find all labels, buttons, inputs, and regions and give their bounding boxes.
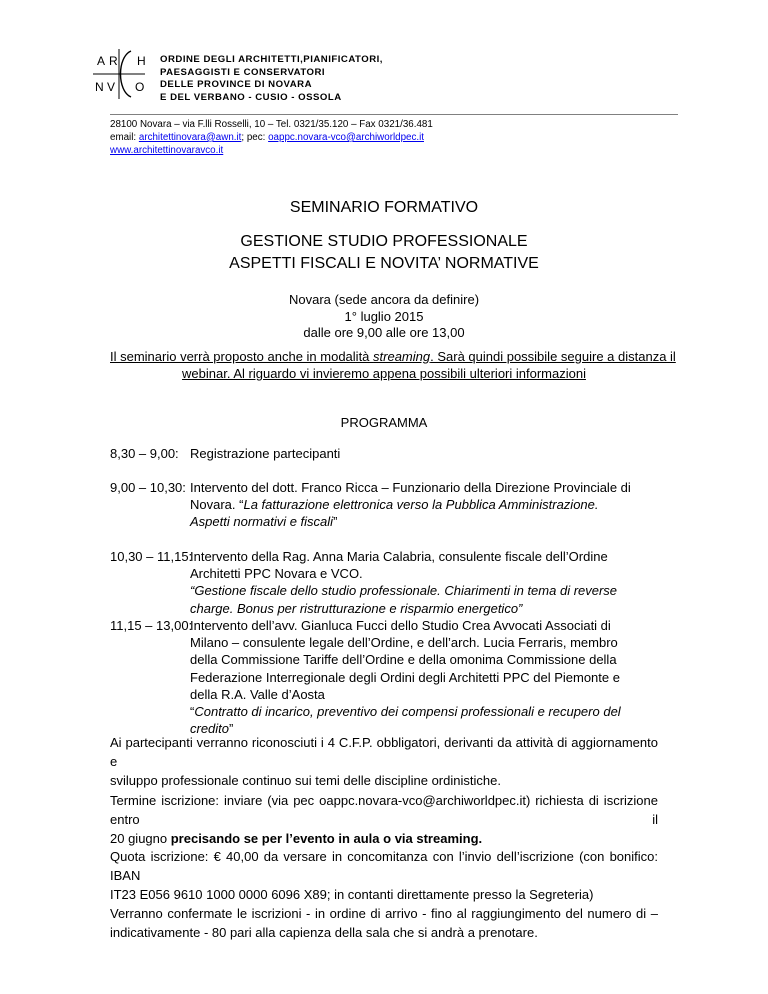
email-link[interactable]: architettinovara@awn.it: [138, 131, 242, 143]
schedule-line: della R.A. Valle d’Aosta: [190, 686, 325, 702]
address-line: 28100 Novara – via F.lli Rosselli, 10 – Tel. 0321/35.120 – Fax 0321/36.481: [110, 119, 433, 130]
paragraph-line: 20 giugno: [110, 831, 171, 846]
schedule-line: Milano – consulente legale dell’Ordine, e dell’arch. Lucia Ferraris, membro: [190, 635, 618, 651]
logo-letter: N: [95, 80, 104, 94]
notice-text: Il seminario verrà proposto anche in modalità: [110, 349, 374, 364]
seminar-subtitle: [110, 231, 658, 275]
fee-paragraph: [110, 847, 658, 904]
talk-title: charge. Bonus per ristrutturazione e risparmio energetico”: [190, 600, 523, 616]
schedule-line: Intervento del dott. Franco Ricca – Funzionario della Direzione Provinciale di: [190, 480, 631, 495]
schedule-time: 11,15 – 13,00:: [110, 618, 193, 633]
event-info: [110, 292, 658, 342]
page-title: SEMINARIO FORMATIVO: [289, 199, 479, 216]
order-logo: [87, 47, 151, 101]
talk-title: Contratto di incarico, preventivo dei compensi professionali e recupero del: [194, 704, 621, 720]
credits-paragraph: [110, 733, 658, 790]
paragraph-line: Ai partecipanti verranno riconosciuti i 4 C.F.P. obbligatori, derivanti da attività di aggiornamento e: [110, 735, 658, 769]
schedule-description: [190, 548, 730, 617]
email-label: email:: [110, 131, 137, 143]
paragraph-line: indicativamente - 80 pari alla capienza della sala che si andrà a prenotare.: [110, 925, 538, 940]
schedule-description: [190, 617, 730, 737]
paragraph-line: Verranno confermate le iscrizioni - in ordine di arrivo - fino al raggiungimento del numero di –: [110, 906, 658, 921]
quote-mark: “: [190, 704, 195, 720]
org-line: PAESAGGISTI E CONSERVATORI: [160, 66, 326, 78]
logo-letter: O: [135, 80, 145, 94]
schedule-time: 9,00 – 10,30:: [110, 480, 186, 495]
registration-deadline-paragraph: [110, 791, 658, 848]
schedule-line: Architetti PPC Novara e VCO.: [190, 566, 363, 582]
schedule-time: 8,30 – 9,00:: [110, 446, 179, 461]
logo-letter: H: [137, 54, 146, 68]
pec-label: ; pec:: [241, 131, 266, 143]
event-place: Novara (sede ancora da definire): [288, 292, 480, 307]
header-divider: [110, 114, 678, 115]
website-link[interactable]: www.architettinovaravco.it: [110, 144, 224, 156]
paragraph-line: sviluppo professionale continuo sui temi delle discipline ordinistiche.: [110, 773, 501, 788]
org-line: DELLE PROVINCE DI NOVARA: [160, 79, 313, 91]
talk-title: “Gestione fiscale dello studio professionale. Chiarimenti in tema di reverse: [190, 583, 618, 599]
schedule-line: della Commissione Tariffe dell’Ordine e della omonima Commissione della: [190, 652, 617, 668]
programma-heading: PROGRAMMA: [340, 415, 428, 430]
schedule-line: Intervento della Rag. Anna Maria Calabria, consulente fiscale dell’Ordine: [190, 549, 608, 564]
schedule-time: 10,30 – 11,15:: [110, 549, 193, 564]
talk-title: La fatturazione elettronica verso la Pubblica Amministrazione.: [243, 497, 599, 513]
subtitle-line: ASPETTI FISCALI E NOVITA’ NORMATIVE: [229, 255, 539, 272]
notice-text: . Sarà quindi possibile seguire a distanza il: [430, 349, 676, 364]
event-date: 1° luglio 2015: [344, 308, 424, 324]
schedule-line: Federazione Interregionale degli Ordini degli Architetti PPC del Piemonte e: [190, 669, 620, 685]
deadline-emphasis: precisando se per l’evento in aula o via streaming.: [170, 831, 483, 846]
pec-link[interactable]: oappc.novara-vco@archiworldpec.it: [268, 131, 424, 143]
paragraph-line: IT23 E056 9610 1000 0000 6096 X89; in contanti direttamente presso la Segreteria): [110, 887, 594, 902]
quote-mark: ”: [229, 721, 234, 737]
schedule-line: Intervento dell’avv. Gianluca Fucci dello Studio Crea Avvocati Associati di: [190, 618, 611, 633]
org-line: ORDINE DEGLI ARCHITETTI,PIANIFICATORI,: [160, 54, 383, 65]
schedule-description: [190, 445, 730, 462]
schedule-line: Novara. “: [190, 497, 244, 513]
schedule-description: [190, 479, 730, 531]
notice-streaming: streaming: [373, 349, 431, 364]
org-line: E DEL VERBANO - CUSIO - OSSOLA: [160, 91, 342, 103]
talk-title: credito: [190, 721, 230, 737]
subtitle-line: GESTIONE STUDIO PROFESSIONALE: [240, 233, 528, 250]
event-hours: dalle ore 9,00 alle ore 13,00: [303, 325, 465, 340]
talk-title: Aspetti normativi e fiscali: [190, 514, 334, 530]
streaming-notice: [110, 348, 676, 382]
schedule-line: Registrazione partecipanti: [190, 446, 341, 461]
logo-letter: R: [109, 54, 118, 68]
contact-block: [110, 119, 433, 157]
paragraph-line: Quota iscrizione: € 40,00 da versare in concomitanza con l’invio dell’iscrizione (con bonifico: IBAN: [110, 849, 658, 883]
paragraph-line: Termine iscrizione: inviare (via pec oappc.novara-vco@archiworldpec.it) richiesta di iscrizione entro il: [110, 793, 658, 827]
notice-text: webinar. Al riguardo vi invieremo appena possibili ulteriori informazioni: [182, 366, 586, 381]
logo-letter: A: [97, 54, 106, 68]
logo-letter: V: [107, 80, 116, 94]
confirmation-paragraph: [110, 904, 658, 942]
email-line: [110, 132, 433, 145]
quote-mark: ”: [333, 514, 338, 530]
organization-name: [160, 54, 383, 104]
